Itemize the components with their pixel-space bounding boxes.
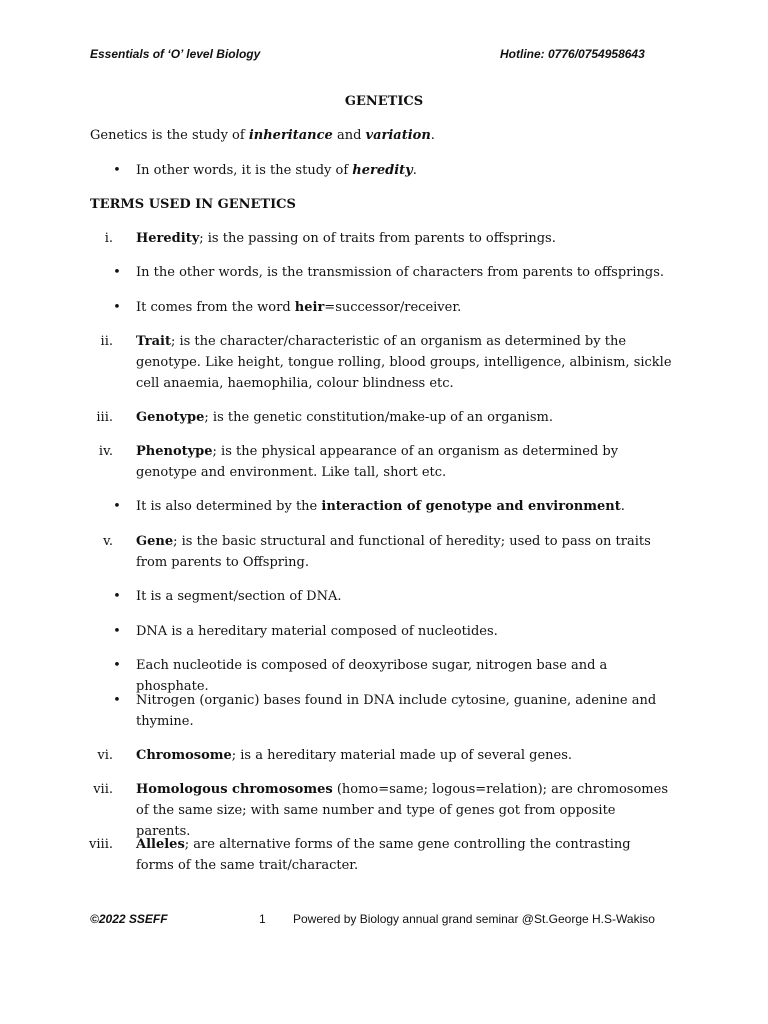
document-page: Essentials of ‘O’ level Biology Hotline: 0776/0754958643 GENETICS Genetics is the study of inheritance and variation. • In other words, it is the study of heredity. TERMS USED IN GENETICS i. Heredity; is the passing on of traits from parents to offsprings. • In the other words, is the transmission of characters from parents to offsprings. • It comes from the word heir=successor/receiver. ii. Trait; is the character/characteristic of an organism as determined by the genotype. Like height, tongue rolling, blood groups, intelligence, albinism, sickle cell anaemia, haemophilia, colour blindness etc. iii. Genotype; is the genetic constitution/make-up of an organism. iv. Phenotype; is the physical appearance of an organism as determined by genotype and environment. Like tall, short etc. • It is also determined by the interaction of genotype and environment. v. Gene; is the basic structural and functional of heredity; used to pass on traits from parents to Offspring. • It is a segment/section of DNA. • DNA is a hereditary material composed of nucleotides. • Each nucleotide is composed of deoxyribose sugar, nitrogen base and a phosphate. • Nitrogen (organic) bases found in DNA include cytosine, guanine, adenine and thymine. vi. Chromosome; is a hereditary material made up of several genes. vii. Homologous chromosomes (homo=same; logous=relation); are chromosomes of the same size; with same number and type of genes got from opposite parents. viii. Alleles; are alternative forms of the same gene controlling the contrasting forms of the same trait/character. ©2022 SSEFF 1 Powered by Biology annual grand seminar @St.George H.S-Wakiso [0, 0, 768, 1024]
footer-copyright: ©2022 SSEFF [90, 912, 168, 926]
section-heading: TERMS USED IN GENETICS [90, 197, 296, 212]
page-title: GENETICS [344, 94, 424, 109]
item-number: i. [104, 231, 113, 246]
term: Heredity [136, 231, 200, 246]
header-left: Essentials of ‘O’ level Biology [90, 47, 261, 61]
emphasis-variation: variation [365, 128, 431, 143]
intro-paragraph: Genetics is the study of inheritance and variation. [90, 128, 435, 143]
bullet-glyph: • [113, 163, 121, 178]
page-number: 1 [259, 912, 266, 926]
header-hotline: Hotline: 0776/0754958643 [500, 47, 645, 61]
footer-credit: Powered by Biology annual grand seminar @St.George H.S-Wakiso [293, 912, 655, 926]
emphasis-inheritance: inheritance [248, 128, 333, 143]
